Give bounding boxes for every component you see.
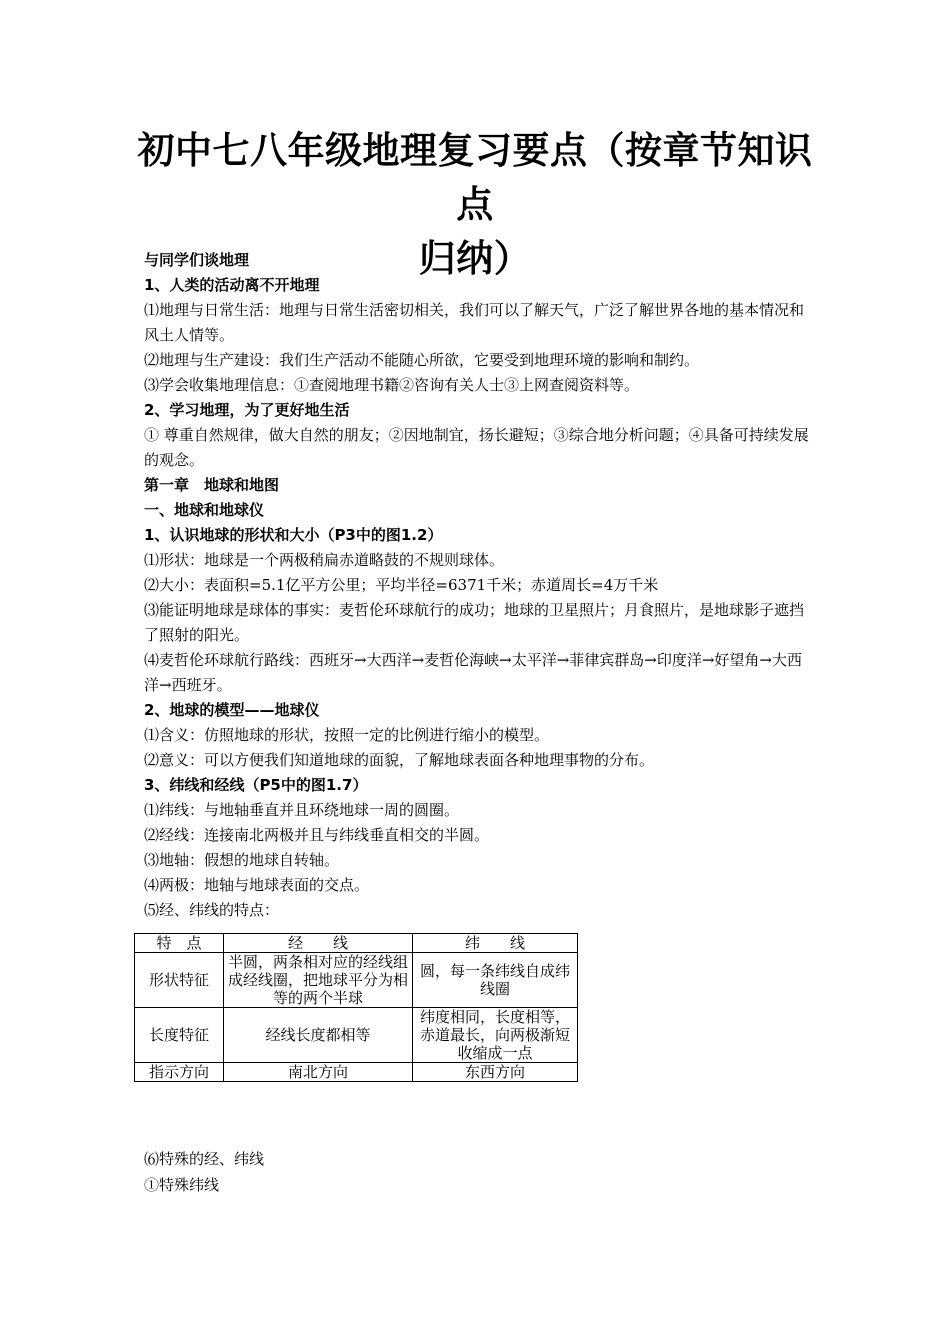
paragraph: ⑵意义：可以方便我们知道地球的面貌，了解地球表面各种地理事物的分布。 [144,751,655,769]
table-header-cell: 经 线 [224,934,413,953]
paragraph: ⑴纬线：与地轴垂直并且环绕地球一周的圆圈。 [144,801,460,819]
table-cell: 南北方向 [224,1063,413,1082]
section-heading: 一、地球和地球仪 [144,501,265,519]
paragraph: ⑴地理与日常生活：地理与日常生活密切相关，我们可以了解天气，广泛了解世界各地的基本情况和风土人情等。 [144,301,805,344]
paragraph: ①特殊纬线 [144,1176,220,1194]
table-header-cell: 纬 线 [413,934,578,953]
comparison-table-wrapper [134,933,578,1082]
paragraph: ⑶学会收集地理信息：①查阅地理书籍②咨询有关人士③上网查阅资料等。 [144,376,640,394]
section-heading: 3、纬线和经线（P5中的图1.7） [144,776,368,794]
section-heading: 1、人类的活动离不开地理 [144,276,320,294]
paragraph: ① 尊重自然规律，做大自然的朋友；②因地制宜，扬长避短；③综合地分析问题；④具备可持续发展的观念。 [144,426,809,469]
table-cell: 东西方向 [413,1063,578,1082]
table-header-row [135,934,578,953]
document-tail [144,1146,264,1198]
paragraph: ⑴含义：仿照地球的形状，按照一定的比例进行缩小的模型。 [144,726,550,744]
paragraph: ⑵大小：表面积=5.1亿平方公里；平均半径=6371千米；赤道周长=4万千米 [144,576,659,594]
table-cell: 纬度相同，长度相等，赤道最长，向两极渐短收缩成一点 [413,1008,578,1063]
table-cell: 经线长度都相等 [224,1008,413,1063]
table-cell: 圆，每一条纬线自成纬线圈 [413,953,578,1008]
chapter-heading: 第一章 地球和地图 [144,476,280,494]
title-line-2: 归纳） [418,237,532,280]
table-cell: 半圆，两条相对应的经线组成经线圈，把地球平分为相等的两个半球 [224,953,413,1008]
section-heading: 1、认识地球的形状和大小（P3中的图1.2） [144,526,443,544]
table-cell: 形状特征 [135,953,224,1008]
paragraph: ⑵地理与生产建设：我们生产活动不能随心所欲，它要受到地理环境的影响和制约。 [144,351,700,369]
table-cell: 长度特征 [135,1008,224,1063]
section-heading: 2、地球的模型——地球仪 [144,701,320,719]
table-row [135,1008,578,1063]
paragraph: ⑵经线：连接南北两极并且与纬线垂直相交的半圆。 [144,826,490,844]
paragraph: ⑹特殊的经、纬线 [144,1150,265,1168]
table-row [135,1063,578,1082]
comparison-table [134,933,578,1082]
paragraph: ⑴形状：地球是一个两极稍扁赤道略鼓的不规则球体。 [144,551,505,569]
document-body [144,248,812,923]
paragraph: ⑸经、纬线的特点： [144,901,280,919]
table-cell: 指示方向 [135,1063,224,1082]
section-heading: 2、学习地理，为了更好地生活 [144,401,350,419]
paragraph: ⑶地轴：假想的地球自转轴。 [144,851,340,869]
title-line-1: 初中七八年级地理复习要点（按章节知识点 [137,129,813,226]
paragraph: ⑷两极：地轴与地球表面的交点。 [144,876,370,894]
paragraph: ⑶能证明地球是球体的事实：麦哲伦环球航行的成功；地球的卫星照片；月食照片，是地球影子遮挡了照射的阳光。 [144,601,805,644]
table-row [135,953,578,1008]
paragraph: ⑷麦哲伦环球航行路线：西班牙→大西洋→麦哲伦海峡→太平洋→菲律宾群岛→印度洋→好望角→大西洋→西班牙。 [144,651,802,694]
table-header-cell: 特 点 [135,934,224,953]
section-heading: 与同学们谈地理 [144,251,250,269]
